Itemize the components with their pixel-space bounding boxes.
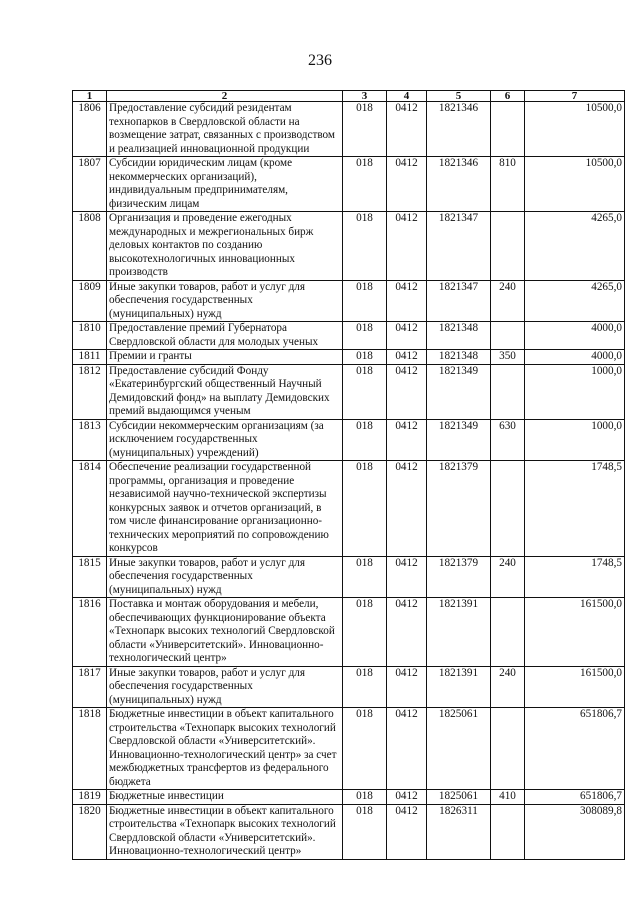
column-header: 4 bbox=[387, 91, 427, 102]
expense-type-cell: 350 bbox=[491, 350, 525, 365]
amount-cell: 10500,0 bbox=[525, 102, 625, 157]
section-code-cell: 0412 bbox=[387, 804, 427, 859]
ministry-code-cell: 018 bbox=[343, 790, 387, 805]
section-code-cell: 0412 bbox=[387, 598, 427, 667]
target-code-cell: 1821349 bbox=[427, 364, 491, 419]
row-number-cell: 1819 bbox=[73, 790, 107, 805]
expense-type-cell bbox=[491, 364, 525, 419]
expense-type-cell: 240 bbox=[491, 556, 525, 598]
row-number-cell: 1807 bbox=[73, 157, 107, 212]
expense-type-cell: 630 bbox=[491, 419, 525, 461]
expense-type-cell: 810 bbox=[491, 157, 525, 212]
expense-type-cell bbox=[491, 598, 525, 667]
table-body bbox=[73, 102, 625, 860]
item-name-cell: Предоставление премий Губернатора Свердловской области для молодых ученых bbox=[107, 322, 343, 350]
expense-type-cell bbox=[491, 461, 525, 557]
ministry-code-cell: 018 bbox=[343, 322, 387, 350]
ministry-code-cell: 018 bbox=[343, 461, 387, 557]
ministry-code-cell: 018 bbox=[343, 804, 387, 859]
target-code-cell: 1821347 bbox=[427, 212, 491, 281]
section-code-cell: 0412 bbox=[387, 790, 427, 805]
target-code-cell: 1821379 bbox=[427, 461, 491, 557]
row-number-cell: 1818 bbox=[73, 708, 107, 790]
row-number-cell: 1808 bbox=[73, 212, 107, 281]
item-name-cell: Субсидии некоммерческим организациям (за исключением государственных (муниципальных) учреждений) bbox=[107, 419, 343, 461]
row-number-cell: 1810 bbox=[73, 322, 107, 350]
ministry-code-cell: 018 bbox=[343, 708, 387, 790]
page-number: 236 bbox=[308, 52, 332, 69]
section-code-cell: 0412 bbox=[387, 102, 427, 157]
section-code-cell: 0412 bbox=[387, 322, 427, 350]
row-number-cell: 1820 bbox=[73, 804, 107, 859]
target-code-cell: 1825061 bbox=[427, 708, 491, 790]
expense-type-cell bbox=[491, 102, 525, 157]
row-number-cell: 1806 bbox=[73, 102, 107, 157]
section-code-cell: 0412 bbox=[387, 708, 427, 790]
amount-cell: 308089,8 bbox=[525, 804, 625, 859]
expense-type-cell: 240 bbox=[491, 666, 525, 708]
target-code-cell: 1821348 bbox=[427, 322, 491, 350]
column-header: 5 bbox=[427, 91, 491, 102]
target-code-cell: 1821348 bbox=[427, 350, 491, 365]
row-number-cell: 1811 bbox=[73, 350, 107, 365]
amount-cell: 161500,0 bbox=[525, 666, 625, 708]
table-row bbox=[73, 708, 625, 790]
item-name-cell: Бюджетные инвестиции в объект капитального строительства «Технопарк высоких технологий Свердловской области «Университетский». Инновационно-технологический центр» за счет межбюджетных трансфертов из федерального бюджета bbox=[107, 708, 343, 790]
expense-type-cell: 240 bbox=[491, 280, 525, 322]
amount-cell: 1000,0 bbox=[525, 364, 625, 419]
ministry-code-cell: 018 bbox=[343, 556, 387, 598]
section-code-cell: 0412 bbox=[387, 212, 427, 281]
section-code-cell: 0412 bbox=[387, 157, 427, 212]
section-code-cell: 0412 bbox=[387, 461, 427, 557]
amount-cell: 4265,0 bbox=[525, 280, 625, 322]
target-code-cell: 1821346 bbox=[427, 102, 491, 157]
amount-cell: 4000,0 bbox=[525, 350, 625, 365]
ministry-code-cell: 018 bbox=[343, 157, 387, 212]
table-row bbox=[73, 461, 625, 557]
amount-cell: 651806,7 bbox=[525, 790, 625, 805]
section-code-cell: 0412 bbox=[387, 666, 427, 708]
expense-type-cell: 410 bbox=[491, 790, 525, 805]
column-header: 7 bbox=[525, 91, 625, 102]
table-row bbox=[73, 790, 625, 805]
ministry-code-cell: 018 bbox=[343, 419, 387, 461]
table-row bbox=[73, 556, 625, 598]
target-code-cell: 1821391 bbox=[427, 666, 491, 708]
table-row bbox=[73, 598, 625, 667]
amount-cell: 1748,5 bbox=[525, 461, 625, 557]
amount-cell: 10500,0 bbox=[525, 157, 625, 212]
expense-type-cell bbox=[491, 708, 525, 790]
table-row bbox=[73, 419, 625, 461]
column-header: 6 bbox=[491, 91, 525, 102]
column-header: 2 bbox=[107, 91, 343, 102]
expense-type-cell bbox=[491, 322, 525, 350]
table-header-row bbox=[73, 91, 625, 102]
column-header: 3 bbox=[343, 91, 387, 102]
row-number-cell: 1814 bbox=[73, 461, 107, 557]
table-row bbox=[73, 350, 625, 365]
item-name-cell: Бюджетные инвестиции bbox=[107, 790, 343, 805]
ministry-code-cell: 018 bbox=[343, 212, 387, 281]
target-code-cell: 1821379 bbox=[427, 556, 491, 598]
table-row bbox=[73, 102, 625, 157]
amount-cell: 4265,0 bbox=[525, 212, 625, 281]
item-name-cell: Предоставление субсидий резидентам технопарков в Свердловской области на возмещение затрат, связанных с производством и реализацией инновационной продукции bbox=[107, 102, 343, 157]
target-code-cell: 1821347 bbox=[427, 280, 491, 322]
ministry-code-cell: 018 bbox=[343, 102, 387, 157]
ministry-code-cell: 018 bbox=[343, 598, 387, 667]
amount-cell: 161500,0 bbox=[525, 598, 625, 667]
ministry-code-cell: 018 bbox=[343, 350, 387, 365]
item-name-cell: Иные закупки товаров, работ и услуг для обеспечения государственных (муниципальных) нужд bbox=[107, 666, 343, 708]
row-number-cell: 1813 bbox=[73, 419, 107, 461]
table-row bbox=[73, 322, 625, 350]
target-code-cell: 1821346 bbox=[427, 157, 491, 212]
table-row bbox=[73, 364, 625, 419]
section-code-cell: 0412 bbox=[387, 556, 427, 598]
ministry-code-cell: 018 bbox=[343, 364, 387, 419]
amount-cell: 651806,7 bbox=[525, 708, 625, 790]
table-row bbox=[73, 666, 625, 708]
target-code-cell: 1821349 bbox=[427, 419, 491, 461]
amount-cell: 1748,5 bbox=[525, 556, 625, 598]
row-number-cell: 1815 bbox=[73, 556, 107, 598]
item-name-cell: Премии и гранты bbox=[107, 350, 343, 365]
section-code-cell: 0412 bbox=[387, 350, 427, 365]
section-code-cell: 0412 bbox=[387, 364, 427, 419]
budget-table bbox=[72, 90, 625, 860]
expense-type-cell bbox=[491, 804, 525, 859]
table-row bbox=[73, 280, 625, 322]
section-code-cell: 0412 bbox=[387, 280, 427, 322]
expense-type-cell bbox=[491, 212, 525, 281]
item-name-cell: Иные закупки товаров, работ и услуг для обеспечения государственных (муниципальных) нужд bbox=[107, 280, 343, 322]
target-code-cell: 1826311 bbox=[427, 804, 491, 859]
item-name-cell: Обеспечение реализации государственной программы, организация и проведение независимой научно-технической экспертизы конкурсных заявок и отчетов организаций, в том числе финансирование организационно-технических мероприятий по сопровождению конкурсов bbox=[107, 461, 343, 557]
table-row bbox=[73, 212, 625, 281]
table-row bbox=[73, 157, 625, 212]
item-name-cell: Иные закупки товаров, работ и услуг для обеспечения государственных (муниципальных) нужд bbox=[107, 556, 343, 598]
item-name-cell: Поставка и монтаж оборудования и мебели, обеспечивающих функционирование объекта «Технопарк высоких технологий Свердловской области «Университетский». Инновационно-технологический центр» bbox=[107, 598, 343, 667]
item-name-cell: Предоставление субсидий Фонду «Екатеринбургский общественный Научный Демидовский фонд» на выплату Демидовских премий выдающимся ученым bbox=[107, 364, 343, 419]
section-code-cell: 0412 bbox=[387, 419, 427, 461]
row-number-cell: 1812 bbox=[73, 364, 107, 419]
target-code-cell: 1825061 bbox=[427, 790, 491, 805]
ministry-code-cell: 018 bbox=[343, 666, 387, 708]
item-name-cell: Бюджетные инвестиции в объект капитального строительства «Технопарк высоких технологий Свердловской области «Университетский». Инновационно-технологический центр» bbox=[107, 804, 343, 859]
row-number-cell: 1817 bbox=[73, 666, 107, 708]
target-code-cell: 1821391 bbox=[427, 598, 491, 667]
amount-cell: 4000,0 bbox=[525, 322, 625, 350]
item-name-cell: Организация и проведение ежегодных международных и межрегиональных бирж деловых контактов по созданию высокотехнологичных инновационных производств bbox=[107, 212, 343, 281]
ministry-code-cell: 018 bbox=[343, 280, 387, 322]
row-number-cell: 1809 bbox=[73, 280, 107, 322]
row-number-cell: 1816 bbox=[73, 598, 107, 667]
column-header: 1 bbox=[73, 91, 107, 102]
table-row bbox=[73, 804, 625, 859]
amount-cell: 1000,0 bbox=[525, 419, 625, 461]
item-name-cell: Субсидии юридическим лицам (кроме некоммерческих организаций), индивидуальным предпринимателям, физическим лицам bbox=[107, 157, 343, 212]
